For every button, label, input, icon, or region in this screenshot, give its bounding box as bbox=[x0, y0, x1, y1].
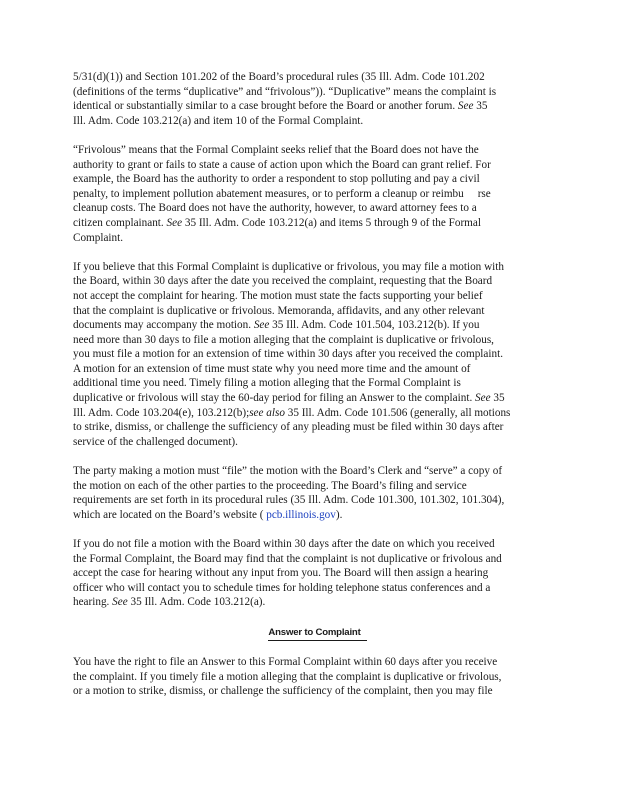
text-line: additional time you need. Timely filing a motion alleging that the Formal Complaint is bbox=[73, 377, 461, 390]
text-segment: 35 Ill. Adm. Code 101.506 (generally, all motions bbox=[287, 406, 511, 419]
paragraph-no-motion bbox=[73, 537, 548, 610]
text-segment: 35 Ill. Adm. Code 103.212(a) and items 5 through 9 of the Formal bbox=[184, 216, 481, 229]
paragraph-answer bbox=[73, 655, 548, 699]
see-citation: See bbox=[253, 319, 270, 332]
text-segment: identical or substantially similar to a case brought before the Board or another forum. bbox=[73, 100, 456, 113]
text-segment: citizen complainant. bbox=[73, 216, 164, 229]
paragraph-filing bbox=[73, 464, 548, 522]
paragraph-duplicative bbox=[73, 70, 548, 128]
text-line: service of the challenged document). bbox=[73, 435, 238, 448]
section-heading: Answer to Complaint bbox=[268, 627, 366, 641]
text-line: If you believe that this Formal Complaint is duplicative or frivolous, you may file a motion with bbox=[73, 260, 504, 273]
text-segment: Ill. Adm. Code 103.204(e), 103.212(b); bbox=[73, 406, 250, 419]
paragraph-frivolous bbox=[73, 143, 548, 245]
text-segment: ). bbox=[335, 508, 343, 521]
text-line: not accept the complaint for hearing. The motion must state the facts supporting your belief bbox=[73, 289, 483, 302]
see-citation: See bbox=[475, 392, 491, 405]
text-line: “Frivolous” means that the Formal Complaint seeks relief that the Board does not have the bbox=[73, 143, 479, 156]
text-line: You have the right to file an Answer to this Formal Complaint within 60 days after you receive bbox=[73, 656, 498, 669]
text-line: the complaint. If you timely file a motion alleging that the complaint is duplicative or frivolous, bbox=[73, 670, 502, 683]
text-line: the Board, within 30 days after the date you received the complaint, requesting that the Board bbox=[73, 275, 493, 288]
document-page bbox=[73, 70, 548, 714]
text-line: Ill. Adm. Code 103.212(a) and item 10 of the Formal Complaint. bbox=[73, 114, 364, 127]
text-segment: 35 Ill. Adm. Code 103.212(a). bbox=[130, 596, 266, 609]
text-segment: duplicative or frivolous will stay the 60-day period for filing an Answer to the complaint. bbox=[73, 392, 473, 405]
see-citation: See bbox=[457, 100, 474, 113]
text-line: to strike, dismiss, or challenge the sufficiency of any pleading must be filed within 30 days after bbox=[73, 421, 504, 434]
text-segment: 35 Ill. Adm. Code 101.504, 103.212(b). If you bbox=[272, 319, 480, 332]
text-line bbox=[73, 406, 548, 421]
text-line: penalty, to implement pollution abatement measures, or to perform a cleanup or reimbu rse bbox=[73, 187, 491, 200]
text-line: example, the Board has the authority to order a respondent to stop polluting and pay a civil bbox=[73, 173, 480, 186]
see-citation: See bbox=[166, 216, 183, 229]
text-line bbox=[73, 318, 548, 333]
text-segment: documents may accompany the motion. bbox=[73, 319, 252, 332]
text-segment: hearing. bbox=[73, 596, 110, 609]
see-also-citation: see also bbox=[249, 406, 285, 419]
website-link[interactable]: pcb.illinois.gov bbox=[266, 508, 336, 521]
text-segment: 35 bbox=[493, 392, 505, 405]
text-line: the Formal Complaint, the Board may find that the complaint is not duplicative or frivolous and bbox=[73, 552, 502, 565]
text-line: cleanup costs. The Board does not have the authority, however, to award attorney fees to a bbox=[73, 202, 477, 215]
text-line: Complaint. bbox=[73, 231, 124, 244]
text-line: (definitions of the terms “duplicative” and “frivolous”)). “Duplicative” means the complaint is bbox=[73, 85, 497, 98]
text-line: or a motion to strike, dismiss, or challenge the sufficiency of the complaint, then you may file bbox=[73, 685, 493, 698]
text-line: the motion on each of the other parties to the proceeding. The Board’s filing and service bbox=[73, 479, 467, 492]
text-line bbox=[73, 595, 548, 610]
paragraph-motion bbox=[73, 260, 548, 450]
text-line bbox=[73, 99, 548, 114]
section-heading-wrap bbox=[73, 625, 548, 641]
text-line bbox=[73, 216, 548, 231]
text-segment: which are located on the Board’s website ( bbox=[73, 508, 264, 521]
text-line: authority to grant or fails to state a cause of action upon which the Board can grant relief. For bbox=[73, 158, 491, 171]
text-line: accept the case for hearing without any input from you. The Board will then assign a hearing bbox=[73, 567, 489, 580]
see-citation: See bbox=[112, 596, 128, 609]
text-line: requirements are set forth in its procedural rules (35 Ill. Adm. Code 101.300, 101.302, 101.304), bbox=[73, 494, 505, 507]
text-segment: 35 bbox=[476, 100, 488, 113]
text-line: 5/31(d)(1)) and Section 101.202 of the Board’s procedural rules (35 Ill. Adm. Code 101.202 bbox=[73, 71, 485, 83]
text-line: A motion for an extension of time must state why you need more time and the amount of bbox=[73, 362, 471, 375]
text-line: you must file a motion for an extension of time within 30 days after you received the complaint. bbox=[73, 348, 503, 361]
text-line: officer who will contact you to schedule times for holding telephone status conferences and a bbox=[73, 581, 491, 594]
text-line: If you do not file a motion with the Board within 30 days after the date on which you received bbox=[73, 538, 495, 550]
text-line bbox=[73, 391, 548, 406]
text-line: that the complaint is duplicative or frivolous. Memoranda, affidavits, and any other relevant bbox=[73, 304, 485, 317]
text-line: The party making a motion must “file” the motion with the Board’s Clerk and “serve” a copy of bbox=[73, 465, 503, 478]
text-line bbox=[73, 508, 548, 523]
text-line: need more than 30 days to file a motion alleging that the complaint is duplicative or frivolous, bbox=[73, 333, 494, 346]
